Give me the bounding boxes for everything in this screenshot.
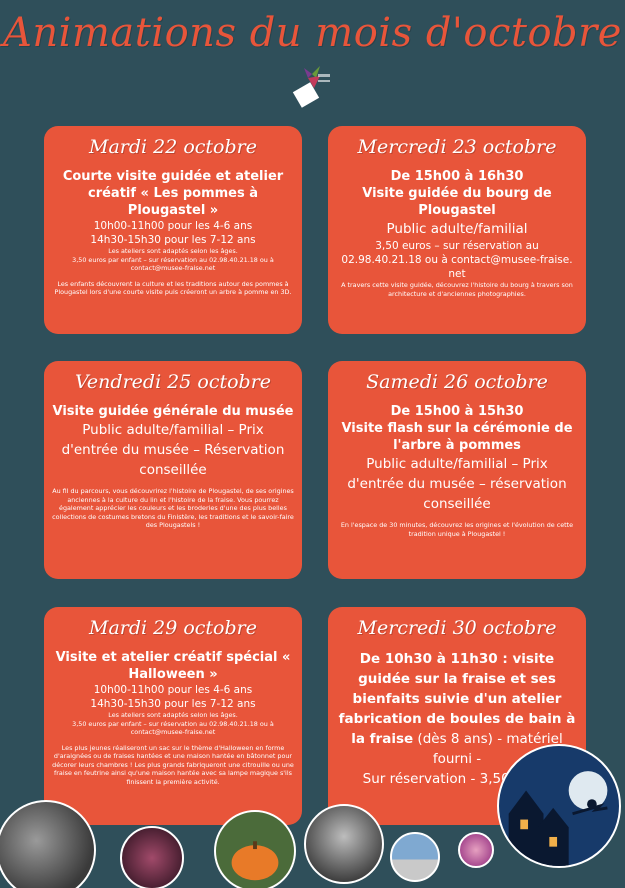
card-day: Mardi 29 octobre xyxy=(88,617,257,639)
card-public: Public adulte/familial – Prix d'entrée du musée – Réservation conseillée xyxy=(61,422,285,478)
photo-halloween-house xyxy=(497,744,621,868)
poster-title: Animations du mois d'octobre xyxy=(3,10,622,56)
card-description: En l'espace de 30 minutes, découvrez les origines et l'évolution de cette tradition unique à Plougastel ! xyxy=(340,521,574,538)
card-headline: Visite et atelier créatif spécial « Halloween » xyxy=(55,650,291,682)
event-card-samedi-26 xyxy=(328,361,586,579)
card-booking: Sur réservation - 3,50 euros xyxy=(362,771,552,787)
card-description: Les plus jeunes réaliseront un sac sur le thème d'Halloween en forme d'araignées ou de fraises hantées et une maison hantée en bâtonnet pour décorer leurs chambres ! Les plus grands fabriqueront une citrouille ou une fraise en feutrine ainsi qu'une maison hantée avec sa lampe magique s'ils finissent la première activité. xyxy=(52,743,294,786)
card-day: Mercredi 23 octobre xyxy=(357,136,557,158)
card-headline: Visite flash sur la cérémonie de l'arbre à pommes xyxy=(341,421,573,453)
card-headline: De 10h30 à 11h30 : visite guidée sur la fraise et ses bienfaits suivie d'un atelier fabrication de boules de bain à la fraise xyxy=(338,651,576,747)
card-public: Public adulte/familial xyxy=(386,221,528,237)
event-card-mardi-29 xyxy=(44,607,302,825)
photo-ceremony xyxy=(304,804,384,884)
card-note: Les ateliers sont adaptés selon les âges. xyxy=(108,711,238,719)
photo-strawberry-bath xyxy=(458,832,494,868)
card-headline-suffix: (dès 8 ans) - matériel fourni - xyxy=(413,731,563,767)
card-description: Les enfants découvrent la culture et les traditions autour des pommes à Plougastel lors d'une courte visite puis créeront un arbre à pomme en 3D. xyxy=(54,279,292,296)
card-headline: Courte visite guidée et atelier créatif « Les pommes à Plougastel » xyxy=(62,169,284,218)
card-time: De 15h00 à 15h30 xyxy=(390,404,524,419)
photo-museum-building xyxy=(390,832,440,882)
card-headline: Visite guidée du bourg de Plougastel xyxy=(362,186,552,218)
card-description: Au fil du parcours, vous découvrirez l'histoire de Plougastel, de ses origines anciennes à la culture du lin et l'histoire de la fraise. Vous pourrez également apprécier les couleurs et les broderies d'une des plus belles collections de costumes bretons du Finistère, les traditions et le savoir-faire des Plougastels ! xyxy=(52,487,294,529)
card-time: De 15h00 à 16h30 xyxy=(390,169,524,184)
card-hours-young: 10h00-11h00 pour les 4-6 ans xyxy=(93,684,253,696)
photo-crafts xyxy=(120,826,184,888)
photo-pumpkin xyxy=(214,810,296,888)
card-day: Mercredi 30 octobre xyxy=(357,617,557,639)
museum-logo xyxy=(290,64,332,110)
card-description: A travers cette visite guidée, découvrez l'histoire du bourg à travers son architecture et d'anciennes photographies. xyxy=(341,281,573,298)
card-booking: 3,50 euros – sur réservation au 02.98.40.21.18 ou à contact@musee-fraise. net xyxy=(341,240,573,280)
event-card-vendredi-25 xyxy=(44,361,302,579)
card-day: Mardi 22 octobre xyxy=(88,136,257,158)
card-day: Vendredi 25 octobre xyxy=(74,371,272,393)
card-booking: 3,50 euros par enfant – sur réservation au 02.98.40.21.18 ou à contact@musee-fraise.net xyxy=(72,719,274,736)
card-hours-older: 14h30-15h30 pour les 7-12 ans xyxy=(90,698,256,710)
card-hours-young: 10h00-11h00 pour les 4-6 ans xyxy=(93,220,253,232)
card-booking: 3,50 euros par enfant – sur réservation au 02.98.40.21.18 ou à contact@musee-fraise.net xyxy=(72,255,274,272)
event-card-mercredi-23 xyxy=(328,126,586,334)
event-card-mardi-22 xyxy=(44,126,302,334)
card-note: Les ateliers sont adaptés selon les âges. xyxy=(108,247,238,255)
card-public: Public adulte/familial – Prix d'entrée du musée – réservation conseillée xyxy=(347,456,567,512)
card-hours-older: 14h30-15h30 pour les 7-12 ans xyxy=(90,234,256,246)
card-headline: Visite guidée générale du musée xyxy=(52,404,294,419)
card-day: Samedi 26 octobre xyxy=(366,371,548,393)
